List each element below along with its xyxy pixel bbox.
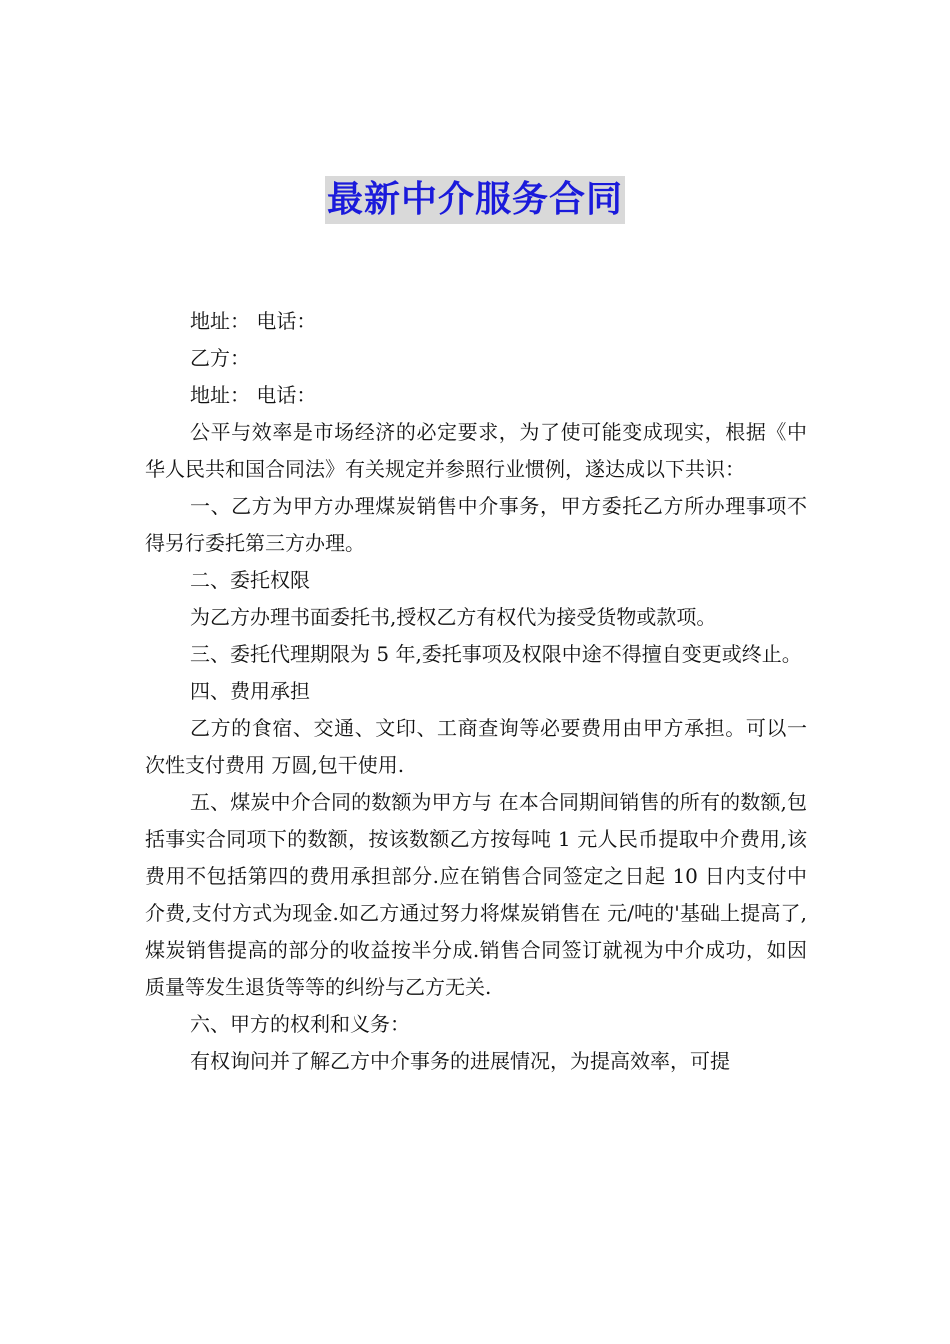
- document-body: [145, 303, 807, 1080]
- party-b-label: 乙方：: [190, 346, 250, 370]
- document-title: 最新中介服务合同: [325, 176, 625, 224]
- clause-1: 一、乙方为甲方办理煤炭销售中介事务，甲方委托乙方所办理事项不得另行委托第三方办理。: [145, 494, 807, 555]
- preamble-paragraph: 公平与效率是市场经济的必定要求，为了使可能变成现实，根据《中华人民共和国合同法》有关规定并参照行业惯例，遂达成以下共识：: [145, 420, 807, 481]
- clause-4-body: 乙方的食宿、交通、文印、工商查询等必要费用由甲方承担。可以一次性支付费用 万圆,包干使用.: [145, 716, 807, 777]
- clause-6-body: 有权询问并了解乙方中介事务的进展情况，为提高效率，可提: [190, 1049, 730, 1073]
- party-b-address-phone: 地址： 电话：: [190, 383, 317, 407]
- clause-4-heading: 四、费用承担: [190, 679, 310, 703]
- clause-5: 五、煤炭中介合同的数额为甲方与 在本合同期间销售的所有的数额,包括事实合同项下的数额，按该数额乙方按每吨 1 元人民币提取中介费用,该费用不包括第四的费用承担部分.应在销售合同签定之日起 10 日内支付中介费,支付方式为现金.如乙方通过努力将煤炭销售在 元/吨的'基础上提高了,煤炭销售提高的部分的收益按半分成.销售合同签订就视为中介成功，如因质量等发生退货等等的纠纷与乙方无关.: [145, 790, 807, 999]
- party-a-address-phone: 地址： 电话：: [190, 309, 317, 333]
- clause-2-body: 为乙方办理书面委托书,授权乙方有权代为接受货物或款项。: [190, 605, 717, 629]
- clause-2-heading: 二、委托权限: [190, 568, 310, 592]
- clause-6-heading: 六、甲方的权利和义务：: [190, 1012, 410, 1036]
- clause-3: 三、委托代理期限为 5 年,委托事项及权限中途不得擅自变更或终止。: [190, 642, 802, 666]
- title-container: [0, 176, 950, 224]
